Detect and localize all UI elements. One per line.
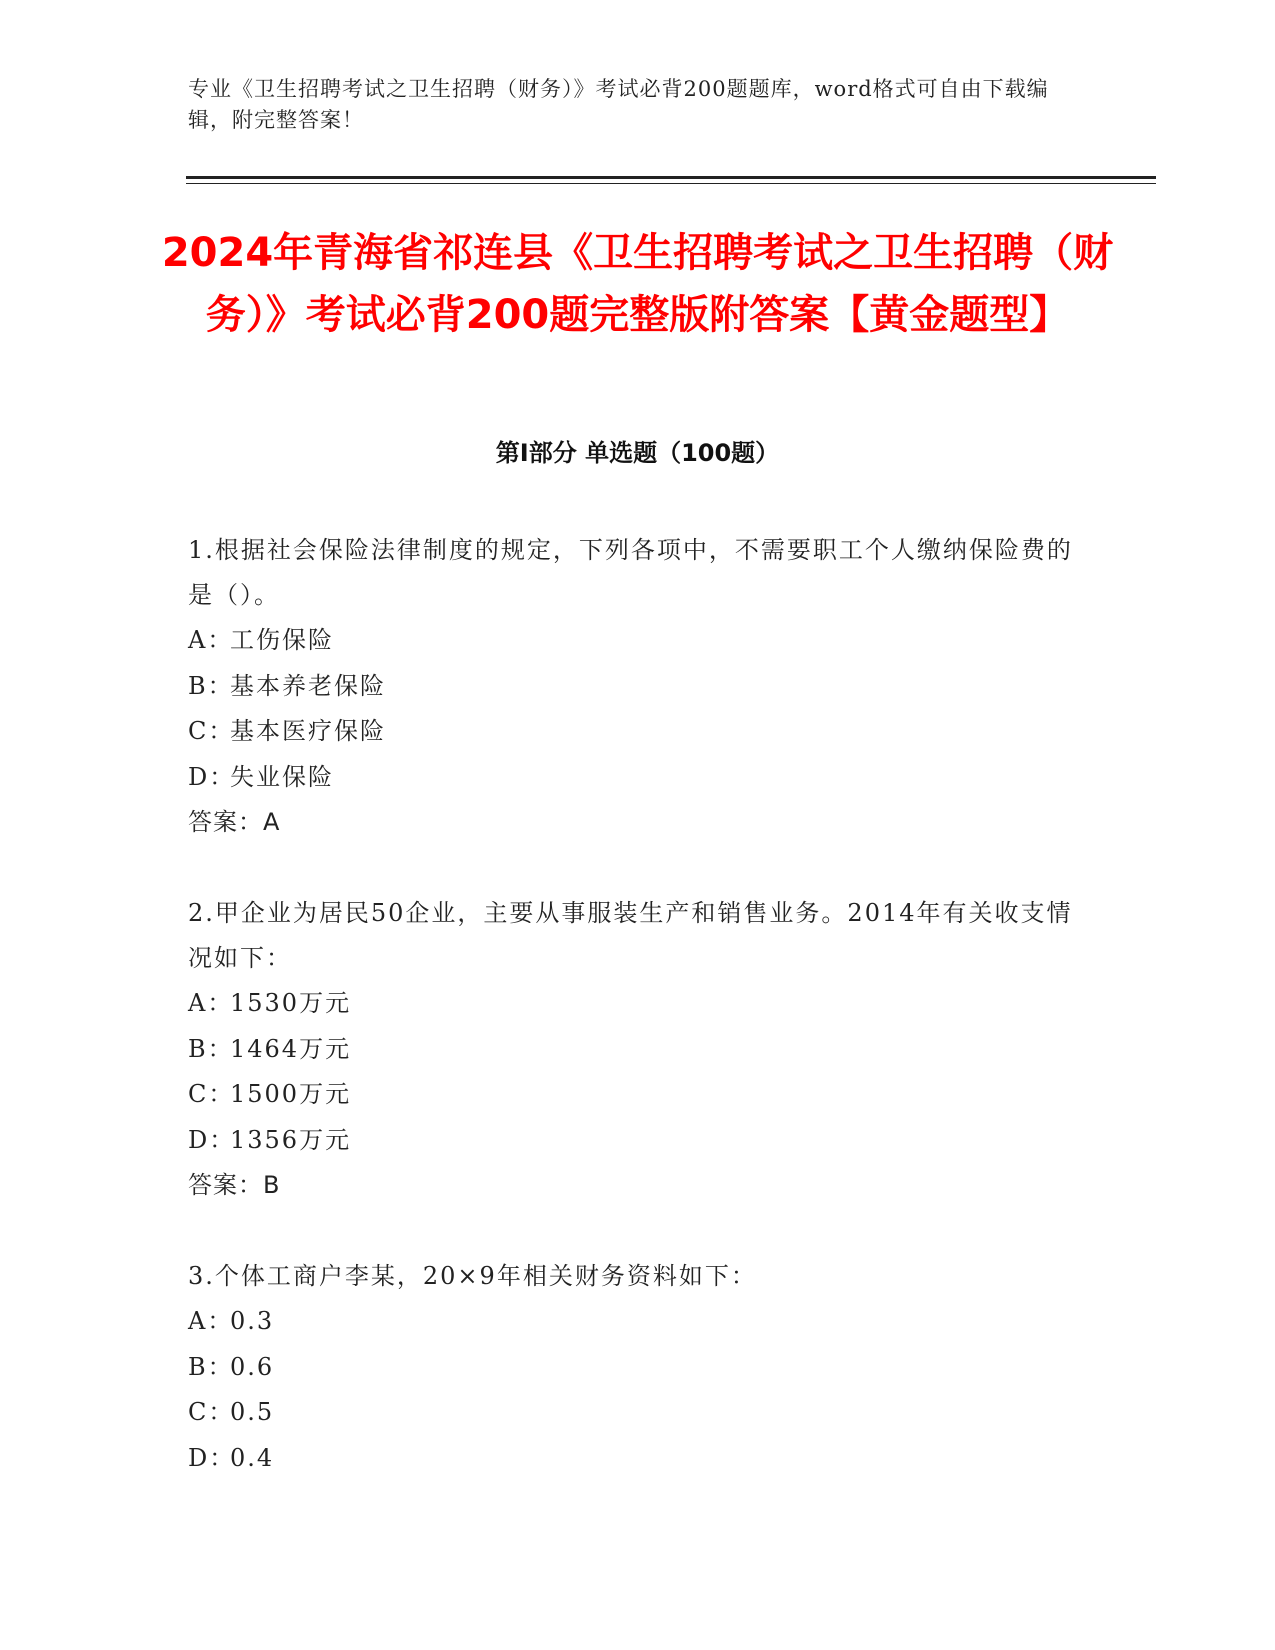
option-text: 失业保险 [230, 762, 334, 791]
option-list [188, 618, 1088, 800]
header-divider-thick [186, 176, 1156, 179]
option-b [188, 1027, 1088, 1073]
option-key: C： [188, 717, 235, 745]
option-text: 0.6 [230, 1352, 275, 1381]
option-key: D： [188, 1125, 236, 1154]
header-divider-thin [186, 183, 1156, 184]
option-key: B： [188, 1352, 234, 1381]
option-d [188, 1118, 1088, 1164]
option-text: 工伤保险 [230, 626, 334, 654]
question-stem: 2.甲企业为居民50企业，主要从事服装生产和销售业务。2014年有关收支情况如下： [188, 899, 1073, 972]
document-title: 2024年青海省祁连县《卫生招聘考试之卫生招聘（财务）》考试必背200题完整版附答案【黄金题型】 [161, 230, 1114, 338]
question-3 [188, 1254, 1088, 1481]
option-key: C： [188, 1080, 235, 1108]
option-key: B： [188, 671, 234, 700]
question-2 [188, 891, 1088, 1208]
option-b [188, 664, 1088, 710]
option-key: C： [188, 1398, 235, 1426]
header-note: 专业《卫生招聘考试之卫生招聘（财务）》考试必背200题题库，word格式可自由下载编辑，附完整答案！ [188, 77, 1049, 132]
option-list [188, 981, 1088, 1163]
question-1 [188, 528, 1088, 845]
option-c [188, 1390, 1088, 1436]
option-a [188, 1299, 1088, 1345]
option-c [188, 709, 1088, 755]
option-text: 基本医疗保险 [230, 717, 386, 745]
option-key: D： [188, 1443, 236, 1472]
option-list [188, 1299, 1088, 1481]
option-text: 1356万元 [230, 1125, 352, 1154]
option-text: 1464万元 [230, 1034, 352, 1063]
option-a [188, 981, 1088, 1027]
answer-line: 答案：B [188, 1171, 281, 1199]
option-key: A： [188, 989, 234, 1017]
option-text: 1530万元 [230, 989, 352, 1017]
option-text: 0.4 [230, 1443, 275, 1472]
option-key: D： [188, 762, 236, 791]
question-stem: 1.根据社会保险法律制度的规定，下列各项中，不需要职工个人缴纳保险费的是（）。 [188, 536, 1073, 609]
option-c [188, 1072, 1088, 1118]
option-a [188, 618, 1088, 664]
option-text: 1500万元 [230, 1080, 352, 1108]
option-text: 基本养老保险 [230, 671, 386, 700]
option-key: A： [188, 1307, 234, 1335]
option-text: 0.3 [230, 1307, 275, 1335]
question-list [188, 528, 1088, 1481]
option-text: 0.5 [230, 1398, 275, 1426]
option-key: B： [188, 1034, 234, 1063]
option-b [188, 1345, 1088, 1391]
section-title: 第Ⅰ部分 单选题（100题） [495, 439, 780, 467]
option-d [188, 755, 1088, 801]
option-key: A： [188, 626, 234, 654]
answer-line: 答案：A [188, 808, 281, 836]
option-d [188, 1436, 1088, 1482]
question-stem: 3.个体工商户李某，20×9年相关财务资料如下： [188, 1262, 757, 1290]
